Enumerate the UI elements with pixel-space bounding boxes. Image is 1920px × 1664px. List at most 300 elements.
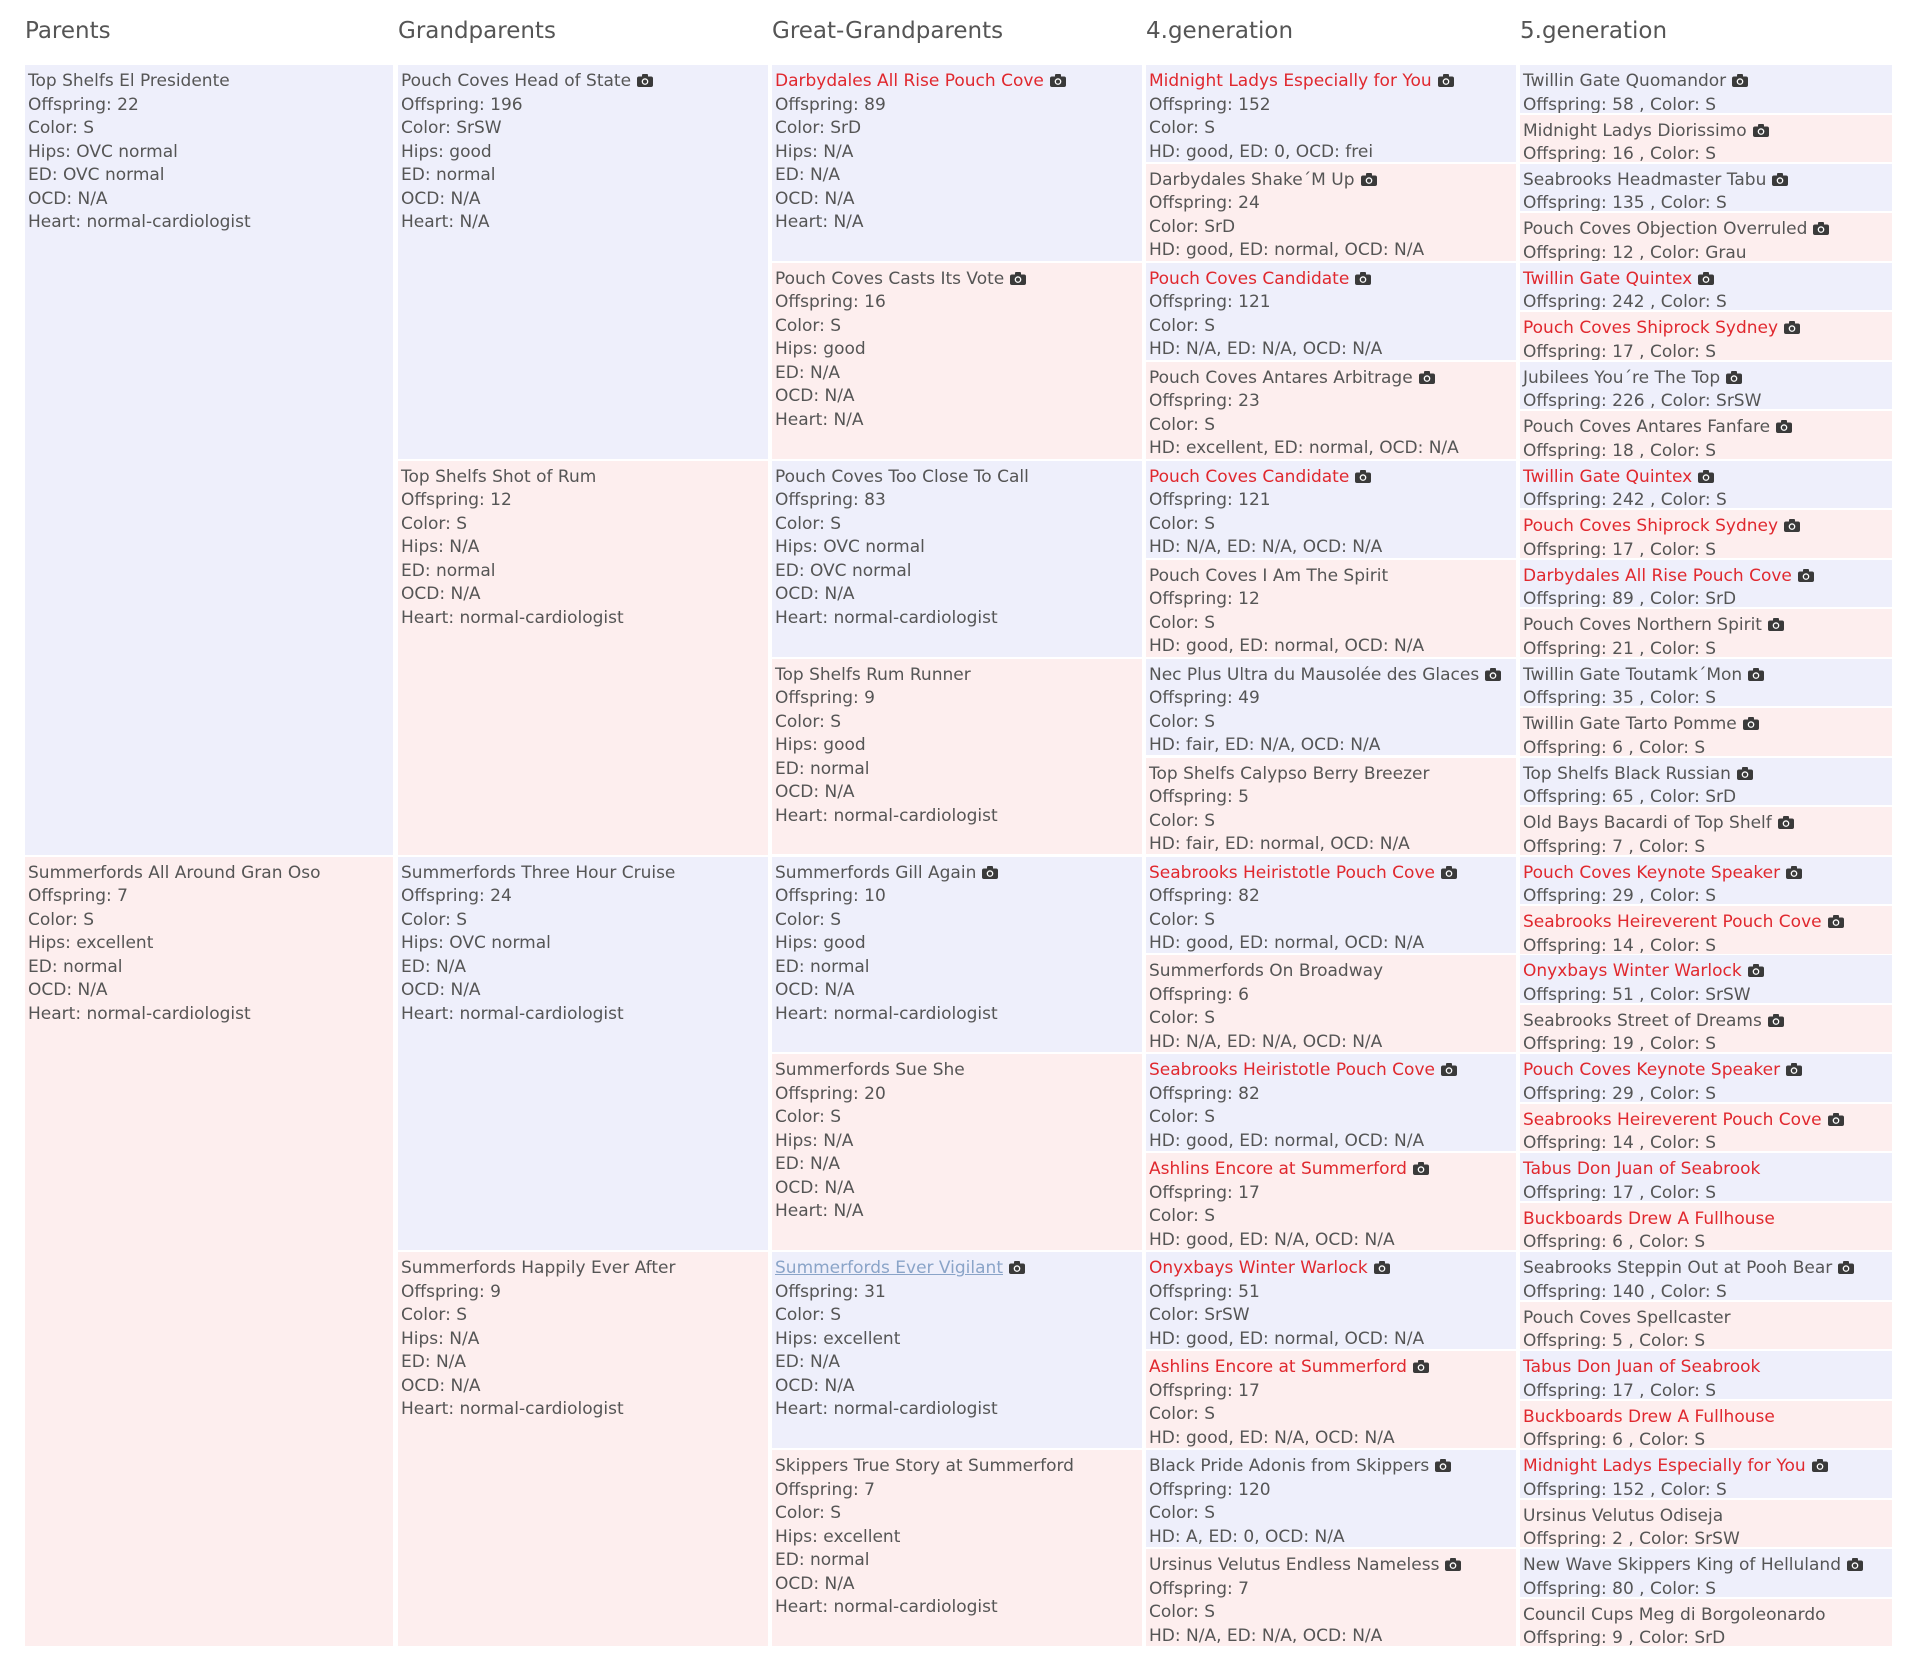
ancestor-name-text[interactable]: Midnight Ladys Diorissimo bbox=[1523, 120, 1747, 141]
ancestor-card bbox=[1520, 659, 1892, 707]
ancestor-detail: HD: N/A, ED: N/A, OCD: N/A bbox=[1149, 339, 1383, 360]
ancestor-name[interactable] bbox=[401, 70, 766, 94]
header-4-generation: 4.generation bbox=[1146, 18, 1294, 44]
ancestor-name-text[interactable]: Darbydales All Rise Pouch Cove bbox=[775, 71, 1044, 91]
ancestor-detail: ED: N/A bbox=[401, 1352, 467, 1373]
ancestor-name-text[interactable]: Top Shelfs Shot of Rum bbox=[401, 466, 597, 487]
camera-icon[interactable] bbox=[1838, 1258, 1854, 1271]
ancestor-detail: Offspring: 22 bbox=[28, 94, 139, 115]
ancestor-detail: Offspring: 12 , Color: Grau bbox=[1523, 242, 1747, 261]
ancestor-name-text[interactable]: Twillin Gate Quomandor bbox=[1523, 71, 1727, 91]
ancestor-name[interactable] bbox=[1149, 70, 1514, 94]
ancestor-detail: Color: S bbox=[775, 909, 842, 930]
ancestor-name-text[interactable]: Ashlins Encore at Summerford bbox=[1149, 1159, 1407, 1180]
camera-icon[interactable] bbox=[1413, 1159, 1429, 1172]
ancestor-card bbox=[772, 1054, 1142, 1250]
ancestor-card bbox=[1520, 362, 1892, 410]
ancestor-card bbox=[1520, 312, 1892, 360]
ancestor-detail: Offspring: 23 bbox=[1149, 391, 1260, 412]
ancestor-detail: Offspring: 82 bbox=[1149, 886, 1260, 906]
ancestor-detail: Offspring: 2 , Color: SrSW bbox=[1523, 1529, 1740, 1548]
ancestor-detail: HD: good, ED: normal, OCD: N/A bbox=[1149, 1328, 1425, 1349]
ancestor-name-text[interactable]: Pouch Coves Keynote Speaker bbox=[1523, 1060, 1781, 1081]
camera-icon[interactable] bbox=[1413, 1357, 1429, 1370]
ancestor-detail: OCD: N/A bbox=[28, 188, 108, 209]
ancestor-name[interactable] bbox=[1149, 1257, 1514, 1281]
ancestor-detail: Heart: N/A bbox=[401, 212, 490, 232]
camera-icon[interactable] bbox=[1768, 1011, 1784, 1024]
ancestor-detail: Offspring: 58 , Color: S bbox=[1523, 94, 1717, 113]
camera-icon[interactable] bbox=[1784, 516, 1800, 529]
ancestor-detail: Color: S bbox=[1149, 1206, 1216, 1227]
ancestor-detail: Heart: normal-cardiologist bbox=[401, 1399, 624, 1420]
ancestor-detail: Color: S bbox=[775, 1305, 842, 1326]
ancestor-card bbox=[1146, 1351, 1516, 1448]
ancestor-detail: Color: S bbox=[775, 513, 842, 534]
ancestor-name[interactable] bbox=[1149, 169, 1514, 193]
ancestor-detail: Color: S bbox=[1149, 315, 1216, 336]
ancestor-detail: Color: S bbox=[28, 909, 95, 930]
ancestor-detail: Offspring: 10 bbox=[775, 886, 886, 906]
ancestor-name[interactable] bbox=[775, 862, 1140, 886]
ancestor-detail: Hips: good bbox=[775, 933, 866, 953]
camera-icon[interactable] bbox=[1772, 170, 1788, 183]
ancestor-name[interactable] bbox=[1523, 268, 1890, 292]
camera-icon[interactable] bbox=[1784, 318, 1800, 331]
ancestor-name[interactable] bbox=[775, 70, 1140, 94]
ancestor-detail: HD: excellent, ED: normal, OCD: N/A bbox=[1149, 438, 1459, 459]
ancestor-name[interactable] bbox=[1149, 1554, 1514, 1578]
ancestor-detail: Offspring: 29 , Color: S bbox=[1523, 886, 1717, 904]
ancestor-card bbox=[1520, 1549, 1892, 1597]
ancestor-name-text[interactable]: Pouch Coves Head of State bbox=[401, 71, 632, 91]
ancestor-name[interactable] bbox=[1149, 664, 1514, 688]
ancestor-card bbox=[1146, 65, 1516, 162]
ancestor-detail: Offspring: 83 bbox=[775, 490, 886, 511]
ancestor-card bbox=[1146, 659, 1516, 756]
camera-icon[interactable] bbox=[1485, 665, 1501, 678]
ancestor-detail: Heart: normal-cardiologist bbox=[401, 607, 624, 628]
camera-icon[interactable] bbox=[1748, 665, 1764, 678]
ancestor-card bbox=[1146, 955, 1516, 1052]
ancestor-card bbox=[1146, 758, 1516, 855]
ancestor-detail: Offspring: 12 bbox=[1149, 589, 1260, 610]
camera-icon[interactable] bbox=[1732, 71, 1748, 84]
ancestor-card bbox=[772, 659, 1142, 855]
ancestor-name[interactable] bbox=[1523, 1554, 1890, 1578]
ancestor-detail: Color: S bbox=[1149, 414, 1216, 435]
camera-icon[interactable] bbox=[1813, 219, 1829, 232]
ancestor-name[interactable] bbox=[1523, 1455, 1890, 1479]
ancestor-detail: ED: normal bbox=[775, 956, 870, 977]
ancestor-name-text[interactable]: Pouch Coves I Am The Spirit bbox=[1149, 565, 1389, 586]
ancestor-detail: ED: N/A bbox=[775, 1352, 841, 1373]
ancestor-name[interactable] bbox=[1149, 862, 1514, 886]
ancestor-name[interactable] bbox=[1149, 565, 1514, 589]
camera-icon[interactable] bbox=[1828, 912, 1844, 925]
ancestor-card bbox=[1520, 1302, 1892, 1350]
ancestor-name-text[interactable]: Summerfords Three Hour Cruise bbox=[401, 862, 676, 883]
ancestor-detail: Offspring: 14 , Color: S bbox=[1523, 935, 1717, 954]
ancestor-name[interactable] bbox=[1523, 1109, 1890, 1133]
camera-icon[interactable] bbox=[1726, 368, 1742, 381]
ancestor-detail: ED: normal bbox=[775, 758, 870, 779]
ancestor-detail: Offspring: 18 , Color: S bbox=[1523, 440, 1717, 459]
ancestor-detail: Offspring: 51 bbox=[1149, 1281, 1260, 1302]
ancestor-detail: Offspring: 7 bbox=[28, 886, 128, 906]
ancestor-detail: OCD: N/A bbox=[401, 980, 481, 1000]
ancestor-name-text[interactable]: Onyxbays Winter Warlock bbox=[1523, 961, 1742, 982]
ancestor-detail: Color: SrD bbox=[775, 118, 862, 138]
ancestor-name-text[interactable]: Tabus Don Juan of Seabrook bbox=[1523, 1357, 1761, 1378]
ancestor-name-text[interactable]: Pouch Coves Objection Overruled bbox=[1523, 219, 1808, 240]
ancestor-card bbox=[1520, 164, 1892, 212]
camera-icon[interactable] bbox=[1010, 269, 1026, 282]
camera-icon[interactable] bbox=[1778, 813, 1794, 826]
ancestor-name-text[interactable]: Pouch Coves Spellcaster bbox=[1523, 1307, 1731, 1328]
camera-icon[interactable] bbox=[1828, 1110, 1844, 1123]
ancestor-name-text[interactable]: Twillin Gate Tarto Pomme bbox=[1523, 714, 1737, 735]
ancestor-name-text[interactable]: Pouch Coves Northern Spirit bbox=[1523, 615, 1762, 636]
ancestor-name-text[interactable]: Summerfords All Around Gran Oso bbox=[28, 862, 321, 883]
ancestor-card bbox=[1520, 1054, 1892, 1102]
ancestor-card bbox=[1146, 1450, 1516, 1547]
ancestor-name-text[interactable]: Pouch Coves Candidate bbox=[1149, 268, 1350, 289]
ancestor-card bbox=[1520, 510, 1892, 558]
ancestor-card bbox=[772, 1252, 1142, 1448]
ancestor-name-text[interactable]: Tabus Don Juan of Seabrook bbox=[1523, 1159, 1761, 1180]
ancestor-name-text[interactable]: Seabrooks Heiristotle Pouch Cove bbox=[1149, 862, 1435, 883]
ancestor-detail: Offspring: 6 , Color: S bbox=[1523, 1232, 1706, 1251]
ancestor-name[interactable] bbox=[1523, 317, 1890, 341]
ancestor-card bbox=[1520, 807, 1892, 855]
ancestor-detail: OCD: N/A bbox=[775, 386, 855, 407]
ancestor-name[interactable] bbox=[1149, 1356, 1514, 1380]
ancestor-name-text[interactable]: Pouch Coves Too Close To Call bbox=[775, 466, 1029, 487]
ancestor-card bbox=[1146, 461, 1516, 558]
ancestor-name-text[interactable]: Twillin Gate Quintex bbox=[1523, 268, 1693, 289]
ancestor-name[interactable] bbox=[1523, 713, 1890, 737]
ancestor-detail: Offspring: 17 , Color: S bbox=[1523, 1380, 1717, 1399]
camera-icon[interactable] bbox=[1743, 714, 1759, 727]
camera-icon[interactable] bbox=[1753, 121, 1769, 134]
ancestor-name[interactable] bbox=[401, 1257, 766, 1281]
ancestor-card bbox=[1520, 906, 1892, 954]
camera-icon[interactable] bbox=[1786, 1060, 1802, 1073]
ancestor-name-text[interactable]: New Wave Skippers King of Helluland bbox=[1523, 1555, 1841, 1576]
header-5-generation: 5.generation bbox=[1520, 18, 1668, 44]
ancestor-name-text[interactable]: Pouch Coves Shiprock Sydney bbox=[1523, 318, 1779, 339]
ancestor-card bbox=[772, 65, 1142, 261]
ancestor-detail: Offspring: 31 bbox=[775, 1281, 886, 1302]
ancestor-detail: Heart: N/A bbox=[775, 1201, 864, 1222]
ancestor-detail: ED: normal bbox=[401, 560, 496, 581]
ancestor-detail: Offspring: 152 bbox=[1149, 94, 1271, 115]
camera-icon[interactable] bbox=[1776, 417, 1792, 430]
ancestor-name-text[interactable]: Jubilees You´re The Top bbox=[1523, 367, 1721, 388]
ancestor-name[interactable] bbox=[1523, 1010, 1890, 1034]
ancestor-name[interactable] bbox=[1149, 367, 1514, 391]
ancestor-detail: Color: SrD bbox=[1149, 216, 1236, 237]
ancestor-name-text[interactable]: Ursinus Velutus Endless Nameless bbox=[1149, 1555, 1440, 1576]
ancestor-name-text[interactable]: Pouch Coves Casts Its Vote bbox=[775, 268, 1005, 289]
ancestor-detail: Offspring: 242 , Color: S bbox=[1523, 490, 1727, 509]
ancestor-name-text[interactable]: Twillin Gate Quintex bbox=[1523, 466, 1693, 487]
ancestor-name-text[interactable]: Pouch Coves Antares Fanfare bbox=[1523, 417, 1771, 438]
ancestor-detail: Offspring: 120 bbox=[1149, 1479, 1271, 1500]
ancestor-detail: Heart: normal-cardiologist bbox=[775, 607, 998, 628]
ancestor-name-text[interactable]: Top Shelfs El Presidente bbox=[28, 71, 230, 91]
ancestor-name[interactable] bbox=[1523, 1208, 1890, 1232]
ancestor-name-text[interactable]: Summerfords Sue She bbox=[775, 1060, 965, 1081]
camera-icon[interactable] bbox=[1009, 1258, 1025, 1271]
ancestor-name[interactable] bbox=[775, 1455, 1140, 1479]
ancestor-name-text[interactable]: Council Cups Meg di Borgoleonardo bbox=[1523, 1604, 1826, 1625]
camera-icon[interactable] bbox=[1847, 1555, 1863, 1568]
camera-icon[interactable] bbox=[982, 863, 998, 876]
ancestor-card bbox=[1520, 708, 1892, 756]
ancestor-name-text[interactable]: Buckboards Drew A Fullhouse bbox=[1523, 1406, 1775, 1427]
ancestor-detail: Offspring: 9 bbox=[401, 1281, 501, 1302]
ancestor-name-text[interactable]: Black Pride Adonis from Skippers bbox=[1149, 1456, 1430, 1477]
ancestor-name-text[interactable]: Ashlins Encore at Summerford bbox=[1149, 1357, 1407, 1378]
ancestor-card bbox=[1520, 1599, 1892, 1647]
ancestor-card bbox=[398, 1252, 768, 1646]
ancestor-name[interactable] bbox=[1523, 960, 1890, 984]
ancestor-name[interactable] bbox=[1523, 1307, 1890, 1331]
ancestor-name[interactable] bbox=[775, 268, 1140, 292]
ancestor-name-text[interactable]: Summerfords Gill Again bbox=[775, 862, 977, 883]
ancestor-name[interactable] bbox=[401, 862, 766, 886]
ancestor-name-text[interactable]: Pouch Coves Candidate bbox=[1149, 466, 1350, 487]
ancestor-name[interactable] bbox=[1149, 268, 1514, 292]
camera-icon[interactable] bbox=[1438, 71, 1454, 84]
ancestor-detail: Offspring: 9 , Color: SrD bbox=[1523, 1628, 1726, 1646]
ancestor-name[interactable] bbox=[1523, 1356, 1890, 1380]
ancestor-detail: Hips: OVC normal bbox=[775, 537, 925, 558]
ancestor-detail: OCD: N/A bbox=[775, 1375, 855, 1396]
ancestor-name-text[interactable]: Seabrooks Street of Dreams bbox=[1523, 1010, 1762, 1031]
ancestor-name[interactable] bbox=[1523, 70, 1890, 94]
ancestor-name-text[interactable]: Buckboards Drew A Fullhouse bbox=[1523, 1208, 1775, 1229]
ancestor-detail: Color: S bbox=[1149, 1008, 1216, 1029]
ancestor-detail: ED: normal bbox=[28, 956, 123, 977]
header-great-grandparents: Great-Grandparents bbox=[772, 18, 1004, 44]
camera-icon[interactable] bbox=[1441, 1060, 1457, 1073]
ancestor-detail: OCD: N/A bbox=[775, 980, 855, 1000]
ancestor-detail: Offspring: 5 , Color: S bbox=[1523, 1331, 1706, 1350]
ancestor-detail: Offspring: 121 bbox=[1149, 490, 1271, 511]
ancestor-name[interactable] bbox=[1523, 763, 1890, 787]
ancestor-detail: Color: S bbox=[1149, 810, 1216, 831]
camera-icon[interactable] bbox=[1355, 467, 1371, 480]
ancestor-name[interactable] bbox=[1149, 1158, 1514, 1182]
ancestor-name[interactable] bbox=[1149, 466, 1514, 490]
ancestor-detail: Offspring: 12 bbox=[401, 490, 512, 511]
ancestor-detail: Offspring: 226 , Color: SrSW bbox=[1523, 391, 1762, 410]
ancestor-detail: OCD: N/A bbox=[401, 188, 481, 209]
ancestor-detail: Color: S bbox=[1149, 118, 1216, 138]
ancestor-name-text[interactable]: Seabrooks Heiristotle Pouch Cove bbox=[1149, 1060, 1435, 1081]
camera-icon[interactable] bbox=[1768, 615, 1784, 628]
ancestor-name[interactable] bbox=[1523, 515, 1890, 539]
camera-icon[interactable] bbox=[1441, 863, 1457, 876]
header-parents: Parents bbox=[25, 18, 111, 44]
ancestor-name[interactable] bbox=[775, 466, 1140, 490]
ancestor-name-text[interactable]: Twillin Gate Toutamk´Mon bbox=[1523, 664, 1743, 685]
ancestor-detail: Color: S bbox=[1149, 1602, 1216, 1623]
ancestor-detail: Heart: normal-cardiologist bbox=[28, 212, 251, 232]
ancestor-name[interactable] bbox=[28, 70, 391, 94]
ancestor-card bbox=[1520, 1450, 1892, 1498]
camera-icon[interactable] bbox=[1361, 170, 1377, 183]
ancestor-name-text[interactable]: Pouch Coves Shiprock Sydney bbox=[1523, 516, 1779, 537]
ancestor-detail: Heart: N/A bbox=[775, 212, 864, 232]
ancestor-name-text[interactable]: Seabrooks Heireverent Pouch Cove bbox=[1523, 1109, 1822, 1130]
camera-icon[interactable] bbox=[1786, 863, 1802, 876]
ancestor-card bbox=[398, 857, 768, 1251]
ancestor-name[interactable] bbox=[1523, 218, 1890, 242]
ancestor-detail: Offspring: 24 bbox=[1149, 193, 1260, 214]
ancestor-detail: Hips: good bbox=[401, 141, 492, 162]
ancestor-name-text[interactable]: Old Bays Bacardi of Top Shelf bbox=[1523, 813, 1772, 833]
camera-icon[interactable] bbox=[1737, 764, 1753, 777]
ancestor-name[interactable] bbox=[1149, 1059, 1514, 1083]
ancestor-name[interactable] bbox=[1523, 664, 1890, 688]
camera-icon[interactable] bbox=[1419, 368, 1435, 381]
ancestor-detail: Offspring: 152 , Color: S bbox=[1523, 1479, 1727, 1498]
ancestor-name[interactable] bbox=[1149, 1455, 1514, 1479]
ancestor-name[interactable] bbox=[28, 862, 391, 886]
ancestor-name[interactable] bbox=[1149, 960, 1514, 984]
camera-icon[interactable] bbox=[1698, 467, 1714, 480]
ancestor-name[interactable] bbox=[1149, 763, 1514, 787]
ancestor-name[interactable] bbox=[1523, 911, 1890, 935]
ancestor-detail: Offspring: 65 , Color: SrD bbox=[1523, 787, 1737, 806]
camera-icon[interactable] bbox=[1748, 961, 1764, 974]
ancestor-detail: Heart: N/A bbox=[775, 409, 864, 430]
ancestor-name[interactable] bbox=[1523, 466, 1890, 490]
ancestor-detail: HD: good, ED: normal, OCD: N/A bbox=[1149, 1130, 1425, 1151]
ancestor-detail: HD: good, ED: N/A, OCD: N/A bbox=[1149, 1427, 1395, 1448]
ancestor-detail: Offspring: 21 , Color: S bbox=[1523, 638, 1717, 657]
ancestor-name-text[interactable]: Top Shelfs Black Russian bbox=[1523, 763, 1731, 784]
ancestor-name-text[interactable]: Seabrooks Heireverent Pouch Cove bbox=[1523, 912, 1822, 932]
ancestor-name[interactable] bbox=[1523, 1406, 1890, 1430]
ancestor-card bbox=[1520, 213, 1892, 261]
ancestor-card bbox=[1146, 560, 1516, 657]
ancestor-name[interactable] bbox=[775, 1059, 1140, 1083]
ancestor-name[interactable] bbox=[1523, 1604, 1890, 1628]
ancestor-detail: Hips: excellent bbox=[775, 1328, 901, 1349]
camera-icon[interactable] bbox=[1435, 1456, 1451, 1469]
ancestor-detail: ED: N/A bbox=[775, 362, 841, 383]
ancestor-name-text[interactable]: Pouch Coves Antares Arbitrage bbox=[1149, 367, 1413, 388]
ancestor-name-text[interactable]: Summerfords On Broadway bbox=[1149, 961, 1384, 982]
ancestor-name-text[interactable]: Onyxbays Winter Warlock bbox=[1149, 1258, 1368, 1279]
ancestor-detail: Offspring: 9 bbox=[775, 688, 875, 709]
ancestor-name[interactable] bbox=[1523, 120, 1890, 144]
ancestor-detail: Hips: N/A bbox=[775, 1130, 854, 1151]
ancestor-name[interactable] bbox=[1523, 169, 1890, 193]
ancestor-name-text[interactable]: Ursinus Velutus Odiseja bbox=[1523, 1505, 1724, 1526]
ancestor-detail: OCD: N/A bbox=[775, 1177, 855, 1198]
ancestor-card bbox=[1146, 263, 1516, 360]
camera-icon[interactable] bbox=[1445, 1555, 1461, 1568]
camera-icon[interactable] bbox=[1812, 1456, 1828, 1469]
ancestor-detail: Heart: normal-cardiologist bbox=[775, 1597, 998, 1618]
ancestor-detail: Offspring: 242 , Color: S bbox=[1523, 292, 1727, 311]
ancestor-name[interactable] bbox=[1523, 862, 1890, 886]
ancestor-name-text[interactable]: Top Shelfs Calypso Berry Breezer bbox=[1149, 763, 1430, 784]
camera-icon[interactable] bbox=[1355, 269, 1371, 282]
ancestor-detail: Offspring: 16 bbox=[775, 292, 886, 313]
ancestor-detail: Offspring: 29 , Color: S bbox=[1523, 1083, 1717, 1102]
ancestor-name-text[interactable]: Top Shelfs Rum Runner bbox=[775, 664, 971, 685]
ancestor-card bbox=[1146, 1054, 1516, 1151]
ancestor-detail: HD: good, ED: normal, OCD: N/A bbox=[1149, 933, 1425, 953]
ancestor-name[interactable] bbox=[1523, 565, 1890, 589]
ancestor-name[interactable] bbox=[1523, 1257, 1890, 1281]
ancestor-name[interactable] bbox=[775, 1257, 1140, 1281]
ancestor-name-text[interactable]: Summerfords Happily Ever After bbox=[401, 1258, 676, 1279]
ancestor-detail: OCD: N/A bbox=[401, 1375, 481, 1396]
ancestor-detail: Offspring: 5 bbox=[1149, 787, 1249, 808]
ancestor-detail: ED: OVC normal bbox=[28, 165, 165, 185]
ancestor-detail: Offspring: 121 bbox=[1149, 292, 1271, 313]
ancestor-name[interactable] bbox=[775, 664, 1140, 688]
ancestor-detail: ED: N/A bbox=[401, 956, 467, 977]
ancestor-name[interactable] bbox=[1523, 614, 1890, 638]
ancestor-detail: Color: S bbox=[1149, 612, 1216, 633]
camera-icon[interactable] bbox=[1698, 269, 1714, 282]
ancestor-card bbox=[1520, 263, 1892, 311]
ancestor-card bbox=[25, 65, 393, 855]
header-grandparents: Grandparents bbox=[398, 18, 556, 44]
ancestor-name[interactable] bbox=[1523, 812, 1890, 836]
ancestor-name[interactable] bbox=[401, 466, 766, 490]
ancestor-name-text[interactable]: Skippers True Story at Summerford bbox=[775, 1456, 1074, 1477]
ancestor-detail: Color: S bbox=[1149, 513, 1216, 534]
ancestor-detail: Offspring: 89 bbox=[775, 94, 886, 115]
ancestor-name-text[interactable]: Pouch Coves Keynote Speaker bbox=[1523, 862, 1781, 883]
ancestor-name-text[interactable]: Midnight Ladys Especially for You bbox=[1523, 1456, 1806, 1477]
ancestor-detail: Offspring: 135 , Color: S bbox=[1523, 193, 1727, 212]
ancestor-name-text[interactable]: Nec Plus Ultra du Mausolée des Glaces bbox=[1149, 664, 1480, 685]
camera-icon[interactable] bbox=[637, 71, 653, 84]
ancestor-name[interactable] bbox=[1523, 1158, 1890, 1182]
ancestor-detail: Color: S bbox=[28, 118, 95, 138]
ancestor-name-text[interactable]: Seabrooks Headmaster Tabu bbox=[1523, 169, 1767, 190]
camera-icon[interactable] bbox=[1798, 566, 1814, 579]
ancestor-name[interactable] bbox=[1523, 1059, 1890, 1083]
ancestor-name[interactable] bbox=[1523, 367, 1890, 391]
ancestor-name-text[interactable]: Darbydales All Rise Pouch Cove bbox=[1523, 565, 1792, 586]
ancestor-detail: Offspring: 17 bbox=[1149, 1182, 1260, 1203]
ancestor-card bbox=[772, 1450, 1142, 1646]
ancestor-card bbox=[1520, 758, 1892, 806]
ancestor-name-text[interactable]: Midnight Ladys Especially for You bbox=[1149, 71, 1432, 91]
ancestor-name[interactable] bbox=[1523, 416, 1890, 440]
camera-icon[interactable] bbox=[1374, 1258, 1390, 1271]
camera-icon[interactable] bbox=[1050, 71, 1066, 84]
ancestor-detail: Offspring: 24 bbox=[401, 886, 512, 906]
ancestor-name[interactable] bbox=[1523, 1505, 1890, 1529]
ancestor-name-text[interactable]: Seabrooks Steppin Out at Pooh Bear bbox=[1523, 1258, 1833, 1279]
ancestor-name-text[interactable]: Summerfords Ever Vigilant bbox=[775, 1258, 1003, 1279]
ancestor-name-text[interactable]: Darbydales Shake´M Up bbox=[1149, 169, 1355, 190]
ancestor-detail: Offspring: 49 bbox=[1149, 688, 1260, 709]
